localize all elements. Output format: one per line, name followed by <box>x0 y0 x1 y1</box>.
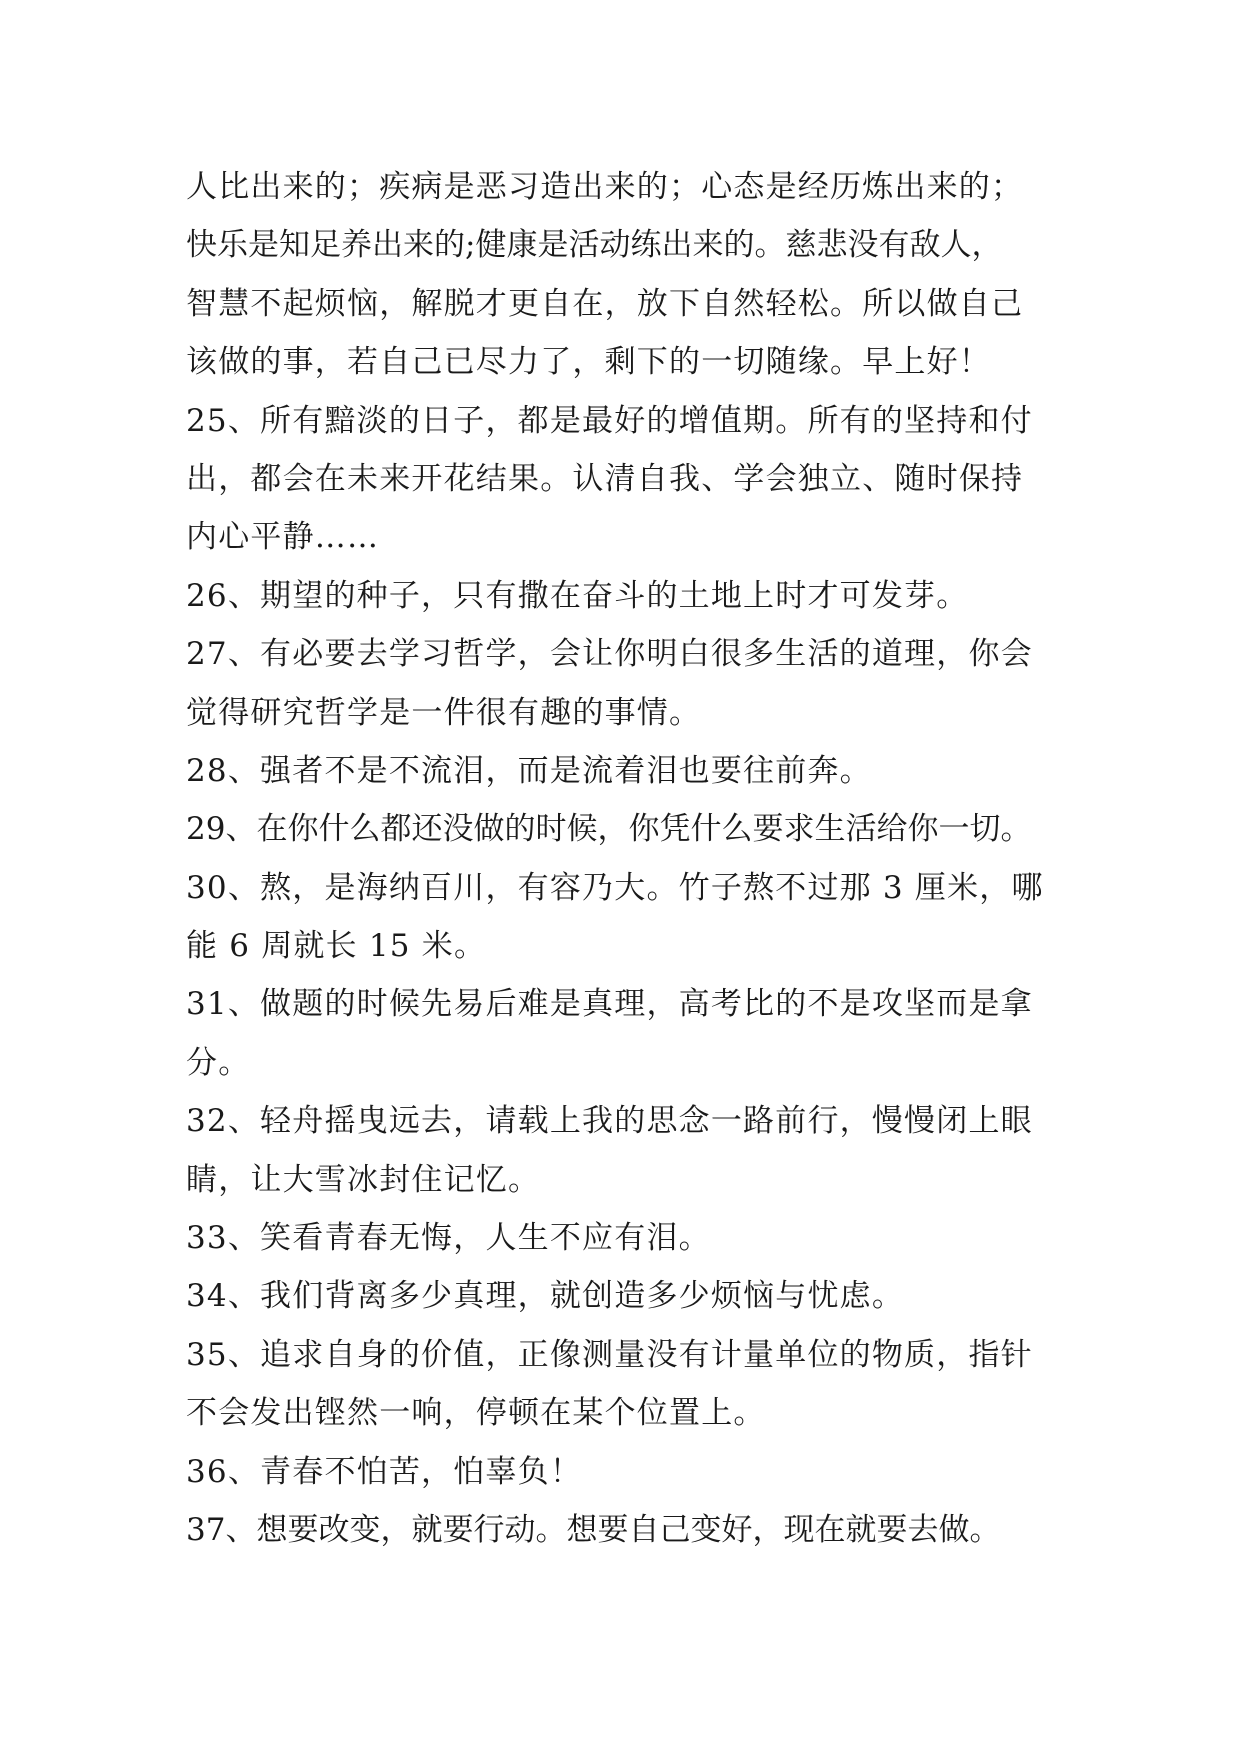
text-line: 37、想要改变，就要行动。想要自己变好，现在就要去做。 <box>186 1511 1001 1548</box>
text-line: 30、熬，是海纳百川，有容乃大。竹子熬不过那 3 厘米，哪 <box>186 869 1044 906</box>
text-line: 27、有必要去学习哲学，会让你明白很多生活的道理，你会 <box>186 636 1033 673</box>
text-line: 34、我们背离多少真理，就创造多少烦恼与忧虑。 <box>186 1278 905 1315</box>
text-line: 觉得研究哲学是一件很有趣的事情。 <box>186 694 702 731</box>
text-line: 人比出来的；疾病是恶习造出来的；心态是经历炼出来的； <box>186 169 1024 205</box>
text-line: 不会发出铿然一响，停顿在某个位置上。 <box>186 1395 766 1432</box>
text-line: 28、强者不是不流泪，而是流着泪也要往前奔。 <box>186 752 872 789</box>
text-line: 睛，让大雪冰封住记忆。 <box>186 1161 541 1198</box>
text-line: 33、笑看青春无悔，人生不应有泪。 <box>186 1220 711 1257</box>
document-body <box>186 158 1076 1559</box>
text-line: 32、轻舟摇曳远去，请载上我的思念一路前行，慢慢闭上眼 <box>186 1103 1033 1140</box>
text-line: 能 6 周就长 15 米。 <box>186 928 487 965</box>
text-line: 快乐是知足养出来的;健康是活动练出来的。慈悲没有敌人， <box>186 227 1003 264</box>
text-line: 29、在你什么都还没做的时候，你凭什么要求生活给你一切。 <box>186 811 1032 848</box>
text-line: 35、追求自身的价值，正像测量没有计量单位的物质，指针 <box>186 1336 1033 1373</box>
text-line: 36、青春不怕苦，怕辜负！ <box>186 1453 583 1490</box>
text-line: 31、做题的时候先易后难是真理，高考比的不是攻坚而是拿 <box>186 986 1033 1023</box>
text-line: 26、期望的种子，只有撒在奋斗的土地上时才可发芽。 <box>186 577 969 614</box>
text-line: 分。 <box>186 1044 251 1081</box>
text-line: 智慧不起烦恼，解脱才更自在，放下自然轻松。所以做自己 <box>186 285 1024 322</box>
text-line: 出，都会在未来开花结果。认清自我、学会独立、随时保持 <box>186 460 1024 497</box>
text-line: 25、所有黯淡的日子，都是最好的增值期。所有的坚持和付 <box>186 402 1033 439</box>
text-line: 内心平静…… <box>186 519 380 556</box>
text-line: 该做的事，若自己已尽力了，剩下的一切随缘。早上好！ <box>186 344 991 381</box>
